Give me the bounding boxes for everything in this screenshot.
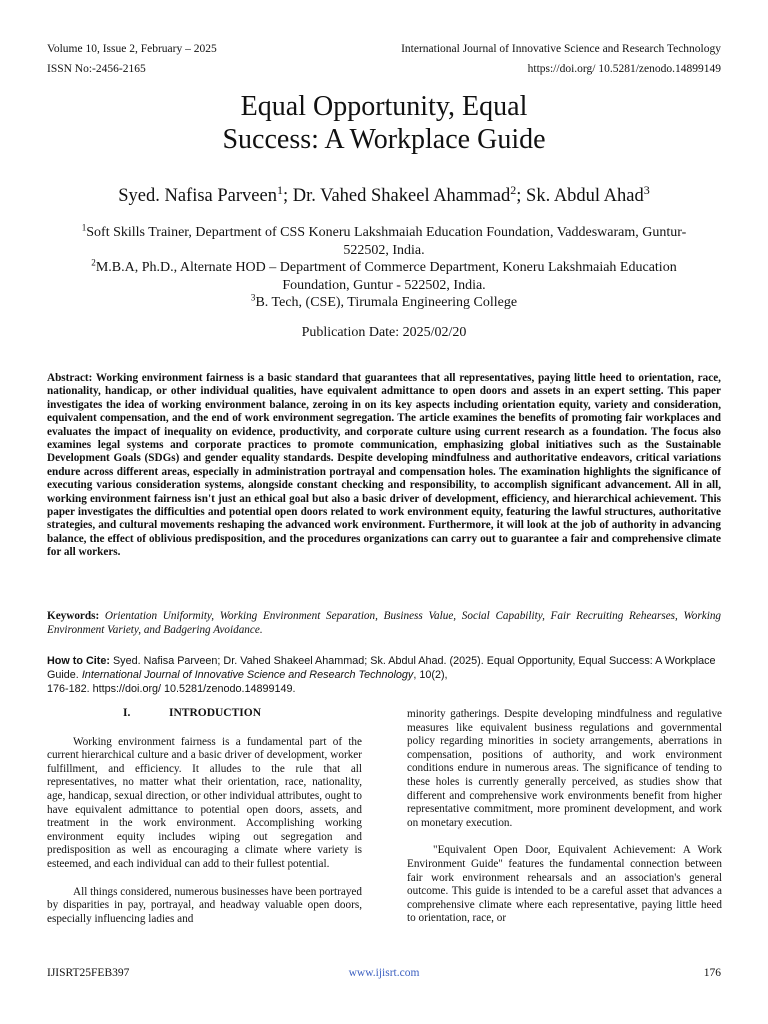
abstract-label: Abstract:	[47, 372, 93, 384]
journal-website-link[interactable]: www.ijisrt.com	[348, 967, 420, 979]
cite-journal: International Journal of Innovative Science and Research Technology	[81, 669, 414, 681]
cite-pages-doi[interactable]: 176-182. https://doi.org/ 10.5281/zenodo.14899149.	[47, 683, 296, 695]
keywords-label: Keywords:	[47, 610, 100, 622]
section-number: I.	[123, 707, 131, 719]
cite-label: How to Cite:	[47, 655, 110, 667]
page-number: 176	[703, 967, 721, 979]
author-affiliation-mark: 3	[643, 182, 650, 197]
abstract	[47, 372, 721, 560]
abstract-text: Working environment fairness is a basic standard that guarantees that all representatives, paying little heed to orientation, race, nationality, handicap, or other individual qualities, have equivalent admittance to open doors and assets in an expert setting. This paper investigates the idea of working environment balance, zeroing in on its key aspects including orientation equity, variety and consideration, equivalent compensation, and the end of work environment segregation. The article examines the benefits of promoting fair workplaces and evaluates the impact of inequality on evidence, productivity, and corporate culture using current research as a foundation. The focus also examines legal systems and corporate practices to promote communication, emphasizing global initiatives such as the Sustainable Development Goals (SDGs) and gender equality standards. Despite developing mindfulness and authoritative endeavors, critical variations endure across different areas, especially in administration portrayal and compensation holes. The examination highlights the significance of executing various consideration systems, alongside constant checking and responsibility, to accomplish significant advancement. All in all, working environment fairness isn't just an ethical goal but also a basic driver of development, efficiency, and hierarchical achievement. This paper investigates the difficulties and potential open doors related to work environment equity, featuring the lawful structures, authoritative strategies, and cultural movements reshaping the advanced work environment. Furthermore, it will look at the job of authority in advancing balance, the effect of oblivious predisposition, and the procedures organizations can carry out to guarantee a fair and comprehensive climate for all workers.	[47, 372, 721, 559]
volume-issue: Volume 10, Issue 2, February – 2025	[47, 43, 217, 55]
section-title: INTRODUCTION	[169, 707, 262, 719]
left-column	[47, 707, 362, 940]
author-list: Syed. Nafisa Parveen$^1$; Dr. Vahed Shakeel Ahammad$^2$; Sk. Abdul Ahad$^3$	[118, 182, 650, 206]
author-affiliation-mark: 2	[510, 182, 517, 197]
body-paragraph: All things considered, numerous businesses have been portrayed by disparities in pay, portrayal, and headway valuable open doors, especially influencing ladies and	[47, 885, 362, 925]
body-paragraph: "Equivalent Open Door, Equivalent Achievement: A Work Environment Guide" features the fundamental connection between fair work environment rehearsals and an association's general outcome. This guide is intended to be a careful asset that advances a comprehensive climate where each representative, paying little heed to orientation, race, or	[407, 844, 722, 925]
body-paragraph: Working environment fairness is a fundamental part of the current hierarchical culture and a basic driver of development, worker fulfillment, and efficiency. It alludes to the rule that all representatives, no matter what their orientation, race, nationality, age, handicap, sexual direction, or other individual attributes, ought to have equivalent admittance to potential open doors, assets, and treatment in the work environment. Accomplishing working environment equity includes wiping out segregation and predisposition as well as encouraging a climate where variety is esteemed, and each individual can add to their fullest potential.	[47, 735, 362, 870]
body-paragraph: minority gatherings. Despite developing mindfulness and regulative measures like equivalent business regulations and governmental policy regarding minorities in society arrangements, aberrations in compensation, positions of authority, and work environment conditions endure in numerous areas. The significance of tending to these holes is currently generally perceived, as studies show that different and comprehensive work environments benefit from higher representative commitment, more prominent development, and work on monetary execution.	[407, 708, 722, 829]
affiliation: $^3$B. Tech, (CSE), Tirumala Engineering College	[250, 292, 518, 310]
affiliation: $^1$Soft Skills Trainer, Department of CSS Koneru Lakshmaiah Education Foundation, Vaddeswaram, Guntur-522502, India.	[81, 222, 687, 258]
journal-name: International Journal of Innovative Science and Research Technology	[401, 43, 721, 55]
doi-link[interactable]: https://doi.org/ 10.5281/zenodo.14899149	[527, 63, 721, 75]
keywords-text: Orientation Uniformity, Working Environment Separation, Business Value, Social Capability, Fair Recruiting Rehearses, Working Environment Variety, and Badgering Avoidance.	[47, 610, 722, 636]
author-name: Sk. Abdul Ahad	[526, 186, 644, 206]
paper-id: IJISRT25FEB397	[47, 967, 130, 979]
section-heading	[47, 707, 362, 721]
publication-date: Publication Date: 2025/02/20	[301, 325, 467, 340]
keywords	[47, 610, 721, 637]
issn: ISSN No:-2456-2165	[47, 63, 146, 75]
right-column	[407, 708, 722, 940]
how-to-cite: How to Cite: Syed. Nafisa Parveen; Dr. Vahed Shakeel Ahammad; Sk. Abdul Ahad. (2025). Equal Opportunity, Equal Success: A Workplace Guide. International Journal of Innovative Science and Research Technology, 10(2), 176-182. https://doi.org/ 10.5281/zenodo.14899149.	[47, 655, 716, 695]
author-name: Dr. Vahed Shakeel Ahammad	[292, 186, 511, 206]
affiliation: $^2$M.B.A, Ph.D., Alternate HOD – Department of Commerce Department, Koneru Lakshmaiah Education Foundation, Guntur - 522502, India.	[91, 257, 677, 293]
paper-title: Equal Opportunity, Equal Success: A Workplace Guide	[222, 91, 546, 155]
author-name: Syed. Nafisa Parveen	[118, 186, 277, 206]
author-affiliation-mark: 1	[276, 182, 283, 197]
affiliations	[60, 224, 708, 312]
